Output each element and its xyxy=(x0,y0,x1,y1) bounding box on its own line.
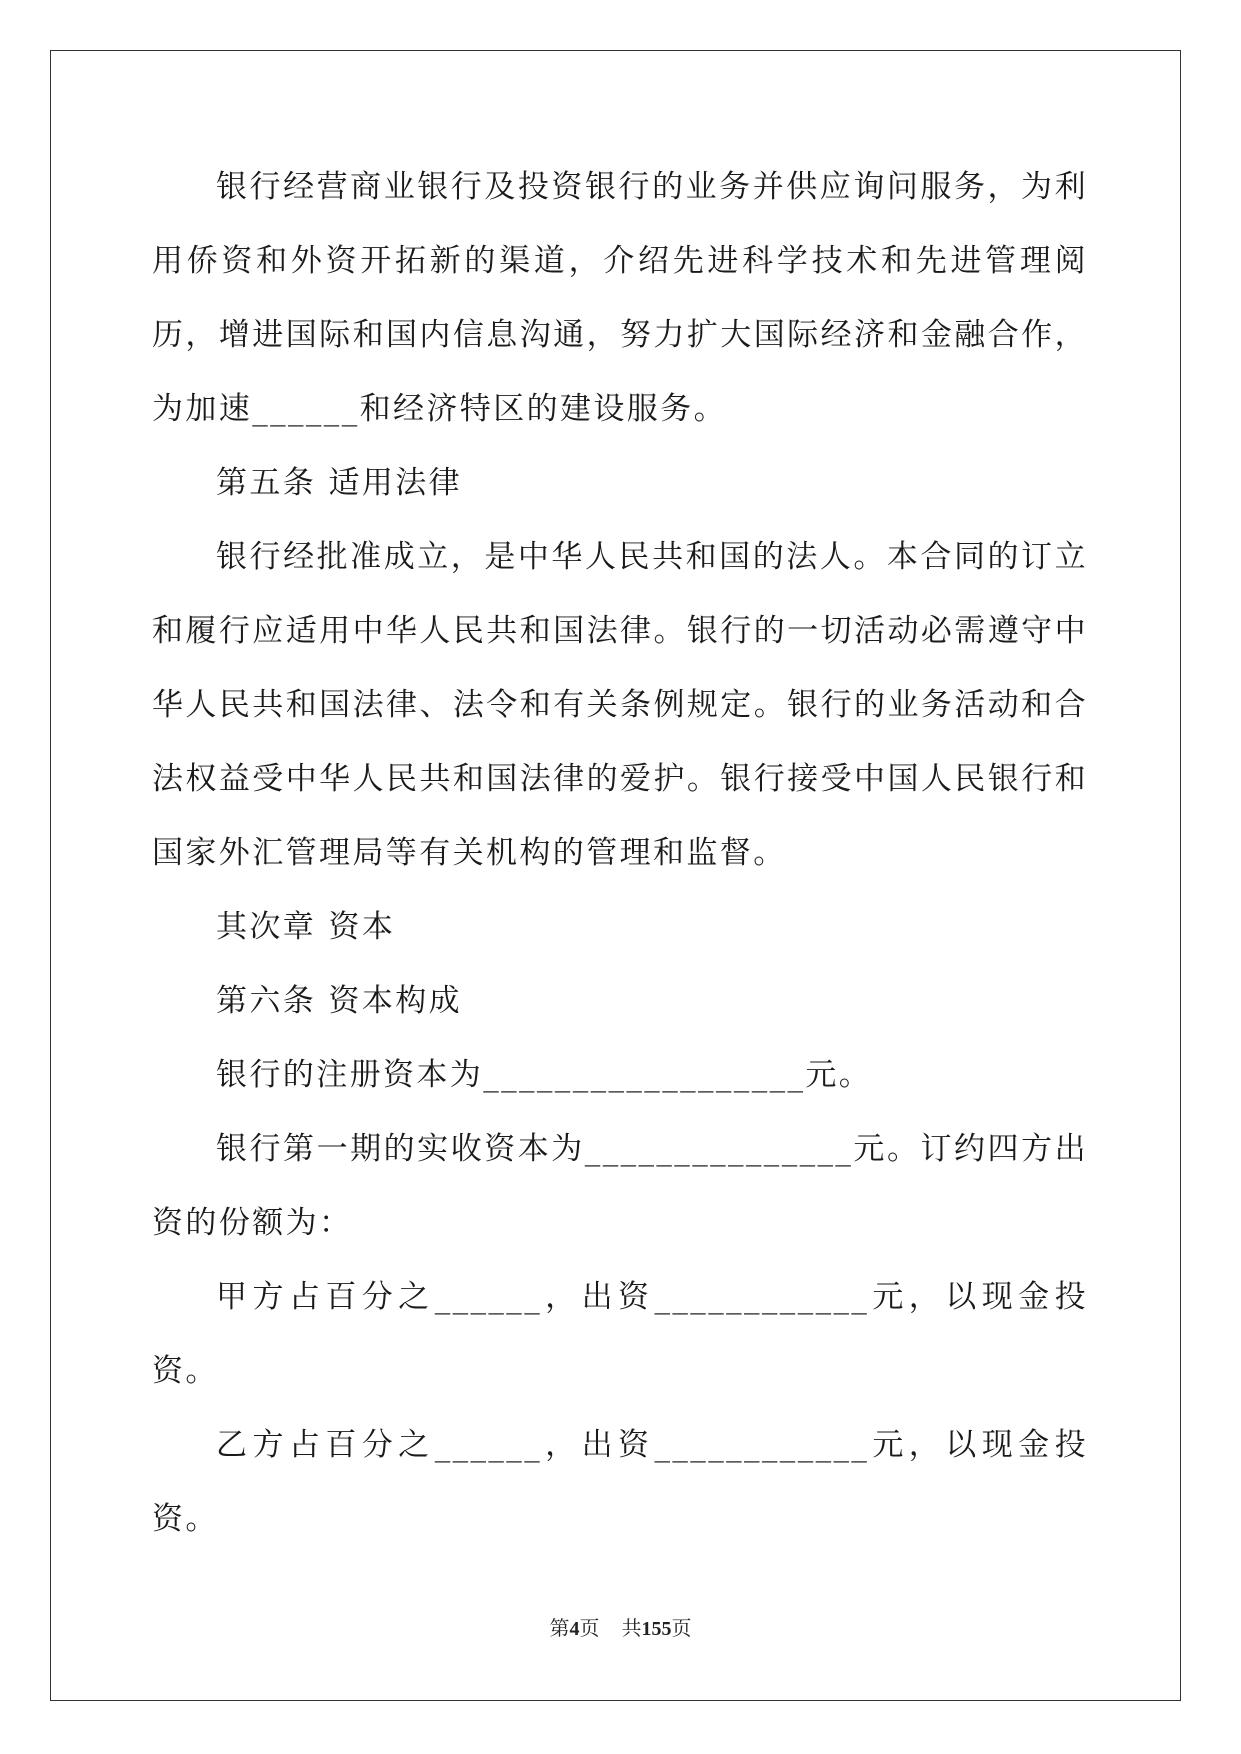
total-suffix: 页 xyxy=(671,1618,692,1640)
paragraph-purpose: 银行经营商业银行及投资银行的业务并供应询问服务，为利用侨资和外资开拓新的渠道，介绍先进科学技术和先进管理阅历，增进国际和国内信息沟通，努力扩大国际经济和金融合作，为加速______和经济特区的建设服务。 xyxy=(152,169,1088,427)
paragraph-paid-in-capital: 银行第一期的实收资本为_______________元。订约四方出资的份额为： xyxy=(152,1131,1088,1241)
page-suffix: 页 xyxy=(579,1618,600,1640)
chapter-2-heading: 其次章 资本 xyxy=(216,909,396,945)
page-prefix: 第 xyxy=(549,1618,570,1640)
paragraph-registered-capital: 银行的注册资本为__________________元。 xyxy=(216,1057,873,1093)
document-body xyxy=(152,150,1088,1556)
article-6-heading: 第六条 资本构成 xyxy=(216,983,463,1019)
paragraph-party-b-share: 乙方占百分之______，出资____________元，以现金投资。 xyxy=(152,1427,1088,1537)
paragraph-applicable-law: 银行经批准成立，是中华人民共和国的法人。本合同的订立和履行应适用中华人民共和国法律。银行的一切活动必需遵守中华人民共和国法律、法令和有关条例规定。银行的业务活动和合法权益受中华人民共和国法律的爱护。银行接受中国人民银行和国家外汇管理局等有关机构的管理和监督。 xyxy=(152,539,1088,871)
page-footer xyxy=(0,1612,1241,1641)
article-5-heading: 第五条 适用法律 xyxy=(216,465,463,501)
paragraph-party-a-share: 甲方占百分之______，出资____________元，以现金投资。 xyxy=(152,1279,1088,1389)
page-number: 4 xyxy=(569,1618,580,1640)
total-pages: 155 xyxy=(641,1618,672,1640)
total-prefix: 共 xyxy=(621,1618,642,1640)
